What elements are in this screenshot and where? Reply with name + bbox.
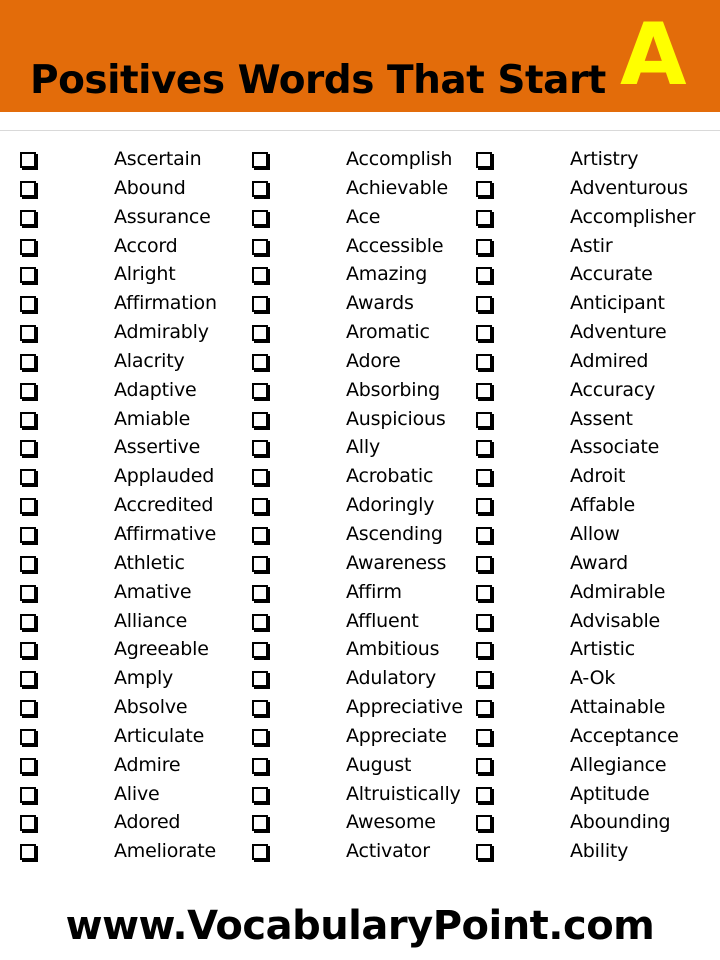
- word-label: August: [346, 753, 412, 776]
- word-label: Assertive: [114, 436, 201, 459]
- word-label: Ace: [346, 205, 381, 228]
- checkbox-icon[interactable]: [476, 296, 492, 312]
- checkbox-icon[interactable]: [476, 556, 492, 572]
- word-label: Adaptive: [114, 378, 197, 401]
- word-label: Adulatory: [346, 667, 437, 690]
- word-label: Amply: [114, 667, 174, 690]
- checkbox-icon[interactable]: [476, 642, 492, 658]
- checkbox-icon[interactable]: [252, 700, 268, 716]
- checkbox-icon[interactable]: [20, 787, 36, 803]
- word-label: Agreeable: [114, 638, 209, 661]
- word-label: Alliance: [114, 609, 188, 632]
- checkbox-icon[interactable]: [20, 498, 36, 514]
- title-letter: A: [620, 5, 687, 105]
- checkbox-icon[interactable]: [20, 700, 36, 716]
- word-label: Aptitude: [570, 782, 650, 805]
- checkbox-icon[interactable]: [476, 181, 492, 197]
- checkbox-icon[interactable]: [476, 700, 492, 716]
- word-label: Adventure: [570, 321, 667, 344]
- word-label: Affluent: [346, 609, 419, 632]
- word-label: Ascertain: [114, 148, 202, 170]
- checkbox-icon[interactable]: [476, 787, 492, 803]
- word-label: Altruistically: [346, 782, 461, 805]
- checkbox-icon[interactable]: [252, 267, 268, 283]
- divider: [0, 130, 720, 131]
- checkbox-icon[interactable]: [20, 383, 36, 399]
- checkbox-icon[interactable]: [476, 383, 492, 399]
- word-label: Assent: [570, 407, 633, 430]
- word-label: Amazing: [346, 263, 428, 286]
- word-label: Adoringly: [346, 494, 435, 517]
- header-banner: [0, 0, 720, 112]
- word-label: Ameliorate: [114, 840, 216, 863]
- checkbox-icon[interactable]: [252, 498, 268, 514]
- checkbox-icon[interactable]: [252, 210, 268, 226]
- checkbox-icon[interactable]: [252, 787, 268, 803]
- word-label: Accuracy: [570, 378, 656, 401]
- checkbox-icon[interactable]: [476, 267, 492, 283]
- checkbox-icon[interactable]: [252, 181, 268, 197]
- word-label: Allow: [570, 522, 620, 545]
- checkbox-icon[interactable]: [20, 325, 36, 341]
- checkbox-icon[interactable]: [20, 815, 36, 831]
- checkbox-icon[interactable]: [20, 181, 36, 197]
- checkbox-icon[interactable]: [252, 325, 268, 341]
- checkbox-icon[interactable]: [252, 354, 268, 370]
- word-label: Acceptance: [570, 724, 679, 747]
- checkbox-icon[interactable]: [20, 354, 36, 370]
- checkbox-icon[interactable]: [476, 239, 492, 255]
- word-label: Abounding: [570, 811, 671, 834]
- checkbox-icon[interactable]: [20, 527, 36, 543]
- word-label: Affirmative: [114, 522, 217, 545]
- checkbox-icon[interactable]: [476, 440, 492, 456]
- checkbox-icon[interactable]: [20, 642, 36, 658]
- checkbox-icon[interactable]: [252, 585, 268, 601]
- word-label: Awareness: [346, 551, 447, 574]
- word-label: Articulate: [114, 724, 205, 747]
- checkbox-icon[interactable]: [476, 498, 492, 514]
- word-label: Admire: [114, 753, 181, 776]
- word-label: Alright: [114, 263, 176, 286]
- checkbox-icon[interactable]: [20, 412, 36, 428]
- checkbox-icon[interactable]: [476, 354, 492, 370]
- checkbox-icon[interactable]: [252, 412, 268, 428]
- checkbox-icon[interactable]: [20, 239, 36, 255]
- word-label: Ascending: [346, 522, 443, 545]
- word-label: Adored: [114, 811, 181, 834]
- checkbox-icon[interactable]: [476, 210, 492, 226]
- checkbox-icon[interactable]: [476, 758, 492, 774]
- checkbox-icon[interactable]: [252, 527, 268, 543]
- checkbox-icon[interactable]: [20, 671, 36, 687]
- word-label: A-Ok: [570, 667, 616, 690]
- word-label: Accomplisher: [570, 205, 696, 228]
- checkbox-icon[interactable]: [252, 815, 268, 831]
- word-label: Accomplish: [346, 148, 453, 170]
- word-label: Accord: [114, 234, 178, 257]
- checkbox-icon[interactable]: [252, 671, 268, 687]
- checkbox-icon[interactable]: [20, 614, 36, 630]
- checkbox-icon[interactable]: [252, 614, 268, 630]
- checkbox-icon[interactable]: [476, 729, 492, 745]
- checkbox-icon[interactable]: [252, 758, 268, 774]
- word-label: Artistry: [570, 148, 639, 170]
- word-label: Awesome: [346, 811, 436, 834]
- checkbox-icon[interactable]: [476, 585, 492, 601]
- word-label: Adventurous: [570, 176, 688, 199]
- checkbox-icon[interactable]: [252, 296, 268, 312]
- word-label: Award: [570, 551, 628, 574]
- checkbox-icon[interactable]: [20, 469, 36, 485]
- word-label: Auspicious: [346, 407, 446, 430]
- word-label: Absolve: [114, 696, 188, 719]
- word-label: Aromatic: [346, 321, 430, 344]
- word-label: Adroit: [570, 465, 626, 488]
- word-label: Acrobatic: [346, 465, 434, 488]
- word-label: Accessible: [346, 234, 444, 257]
- word-label: Affirmation: [114, 292, 217, 315]
- checkbox-icon[interactable]: [20, 556, 36, 572]
- checkbox-icon[interactable]: [476, 614, 492, 630]
- checkbox-icon[interactable]: [20, 844, 36, 860]
- word-label: Admirable: [570, 580, 666, 603]
- checkbox-icon[interactable]: [252, 844, 268, 860]
- word-label: Ability: [570, 840, 629, 863]
- word-label: Abound: [114, 176, 186, 199]
- page-title: Positives Words That Start: [30, 58, 606, 103]
- word-label: Allegiance: [570, 753, 667, 776]
- website-footer: www.VocabularyPoint.com: [65, 903, 655, 949]
- word-label: Awards: [346, 292, 414, 315]
- word-label: Appreciate: [346, 724, 447, 747]
- word-label: Athletic: [114, 551, 185, 574]
- checkbox-icon[interactable]: [476, 815, 492, 831]
- word-label: Anticipant: [570, 292, 665, 315]
- checkbox-icon[interactable]: [20, 267, 36, 283]
- word-label: Accredited: [114, 494, 214, 517]
- word-label: Absorbing: [346, 378, 441, 401]
- checkbox-icon[interactable]: [20, 585, 36, 601]
- checkbox-icon[interactable]: [252, 729, 268, 745]
- checkbox-icon[interactable]: [252, 556, 268, 572]
- word-label: Affable: [570, 494, 635, 517]
- checkbox-icon[interactable]: [252, 383, 268, 399]
- word-label: Artistic: [570, 638, 636, 661]
- checkbox-icon[interactable]: [252, 642, 268, 658]
- checkbox-icon[interactable]: [20, 296, 36, 312]
- word-label: Applauded: [114, 465, 215, 488]
- word-label: Affirm: [346, 580, 402, 603]
- word-label: Ally: [346, 436, 380, 459]
- word-label: Alive: [114, 782, 160, 805]
- word-label: Advisable: [570, 609, 661, 632]
- word-label: Achievable: [346, 176, 449, 199]
- word-label: Attainable: [570, 696, 666, 719]
- word-label: Ambitious: [346, 638, 440, 661]
- word-label: Associate: [570, 436, 660, 459]
- checkbox-icon[interactable]: [476, 325, 492, 341]
- checkbox-icon[interactable]: [476, 527, 492, 543]
- word-label: Activator: [346, 840, 430, 863]
- word-label: Adore: [346, 349, 401, 372]
- checkbox-icon[interactable]: [252, 239, 268, 255]
- checkbox-icon[interactable]: [252, 440, 268, 456]
- word-label: Amiable: [114, 407, 191, 430]
- word-label: Astir: [570, 234, 613, 257]
- checkbox-icon[interactable]: [476, 412, 492, 428]
- word-label: Alacrity: [114, 349, 185, 372]
- checkbox-icon[interactable]: [476, 152, 492, 168]
- word-label: Accurate: [570, 263, 653, 286]
- checkbox-icon[interactable]: [20, 152, 36, 168]
- word-label: Appreciative: [346, 696, 463, 719]
- checkbox-icon[interactable]: [476, 671, 492, 687]
- checkbox-icon[interactable]: [20, 210, 36, 226]
- checkbox-icon[interactable]: [20, 758, 36, 774]
- checkbox-icon[interactable]: [476, 469, 492, 485]
- word-label: Assurance: [114, 205, 211, 228]
- checkbox-icon[interactable]: [252, 469, 268, 485]
- word-label: Admirably: [114, 321, 209, 344]
- checkbox-icon[interactable]: [476, 844, 492, 860]
- checkbox-icon[interactable]: [252, 152, 268, 168]
- word-label: Amative: [114, 580, 192, 603]
- word-label: Admired: [570, 349, 649, 372]
- checkbox-icon[interactable]: [20, 729, 36, 745]
- checkbox-icon[interactable]: [20, 440, 36, 456]
